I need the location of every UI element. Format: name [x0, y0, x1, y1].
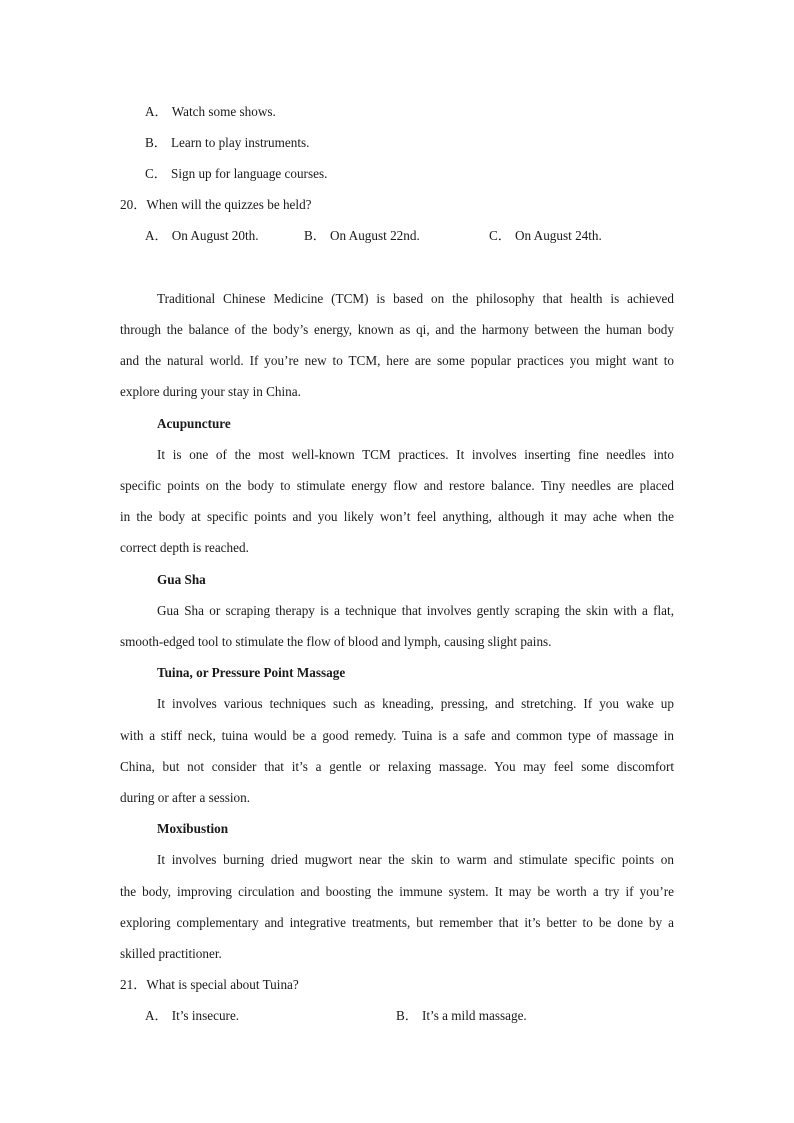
section-line: specific points on the body to stimulate energy flow and restore balance. Tiny needles are placed — [120, 478, 674, 493]
section-line: skilled practitioner. — [120, 946, 222, 961]
section-line: exploring complementary and integrative treatments, but remember that it’s better to be done by a — [120, 915, 674, 930]
option-text: On August 20th. — [171, 228, 259, 243]
section-line: in the body at specific points and you likely won’t feel anything, although it may ache when the — [120, 509, 674, 524]
q19-option-a — [145, 104, 276, 120]
section-heading: Tuina, or Pressure Point Massage — [157, 665, 346, 680]
section-line: the body, improving circulation and boosting the immune system. It may be worth a try if you’re — [120, 884, 674, 899]
section-heading: Gua Sha — [157, 572, 206, 587]
option-text: Learn to play instruments. — [170, 135, 310, 150]
option-letter: A． — [145, 104, 168, 119]
section-line: It is one of the most well-known TCM practices. It involves inserting fine needles into — [157, 447, 674, 462]
q21-option-b — [396, 1008, 527, 1024]
q20-option-b — [304, 228, 420, 244]
q19-option-b — [145, 135, 309, 151]
section-line: correct depth is reached. — [120, 540, 249, 555]
option-text: Sign up for language courses. — [170, 166, 328, 181]
option-text: It’s insecure. — [171, 1008, 240, 1023]
passage-intro-line: through the balance of the body’s energy, known as qi, and the harmony between the human body — [120, 322, 674, 337]
section-line: smooth-edged tool to stimulate the flow of blood and lymph, causing slight pains. — [120, 634, 552, 649]
section-line: It involves burning dried mugwort near the skin to warm and stimulate specific points on — [157, 852, 674, 867]
q21-option-a — [145, 1008, 239, 1024]
section-line: China, but not consider that it’s a gentle or relaxing massage. You may feel some discomfort — [120, 759, 674, 774]
option-letter: A． — [145, 228, 168, 243]
q19-option-c — [145, 166, 327, 182]
question-number: 20． — [120, 197, 147, 212]
option-letter: B． — [396, 1008, 418, 1023]
section-heading: Moxibustion — [157, 821, 229, 836]
section-line: during or after a session. — [120, 790, 251, 805]
option-letter: B． — [145, 135, 167, 150]
option-letter: C． — [145, 166, 167, 181]
option-text: On August 24th. — [514, 228, 602, 243]
option-text: It’s a mild massage. — [421, 1008, 527, 1023]
question-text: When will the quizzes be held? — [146, 197, 312, 212]
passage-intro-line: Traditional Chinese Medicine (TCM) is based on the philosophy that health is achieved — [157, 291, 674, 306]
option-text: On August 22nd. — [329, 228, 420, 243]
question-number: 21． — [120, 977, 147, 992]
question-text: What is special about Tuina? — [146, 977, 299, 992]
section-line: with a stiff neck, tuina would be a good remedy. Tuina is a safe and common type of massage in — [120, 728, 674, 743]
q21-stem — [120, 977, 299, 993]
passage-intro-line: and the natural world. If you’re new to TCM, here are some popular practices you might want to — [120, 353, 674, 368]
section-line: It involves various techniques such as kneading, pressing, and stretching. If you wake up — [157, 696, 674, 711]
option-letter: B． — [304, 228, 326, 243]
passage-intro-line: explore during your stay in China. — [120, 384, 301, 399]
option-text: Watch some shows. — [171, 104, 276, 119]
q20-stem — [120, 197, 312, 213]
q20-option-c — [489, 228, 602, 244]
option-letter: A． — [145, 1008, 168, 1023]
q20-option-a — [145, 228, 259, 244]
section-line: Gua Sha or scraping therapy is a technique that involves gently scraping the skin with a flat, — [157, 603, 674, 618]
option-letter: C． — [489, 228, 511, 243]
section-heading: Acupuncture — [157, 416, 231, 431]
